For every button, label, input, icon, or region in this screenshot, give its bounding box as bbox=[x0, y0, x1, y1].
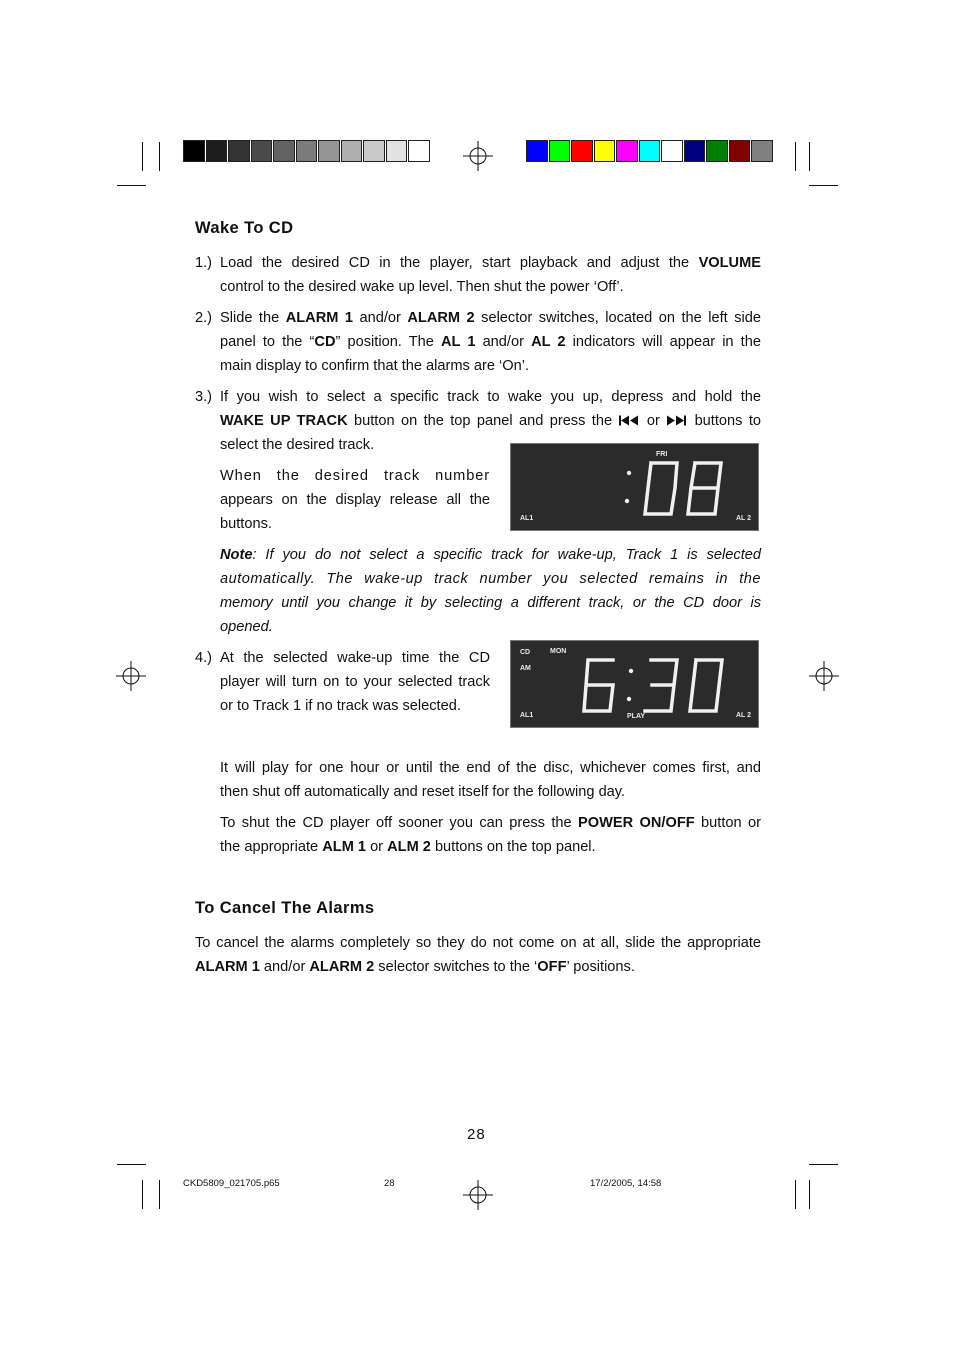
step-number: 1.) bbox=[195, 255, 213, 271]
calibration-swatch bbox=[684, 140, 706, 162]
note-paragraph: Note: If you do not select a specific track for wake-up, Track 1 is selected automatically. The wake-up track number you selected remains in the memory until you change it by selecting a different track, or the CD door is opened. bbox=[220, 547, 761, 635]
footer-filename: CKD5809_021705.p65 bbox=[183, 1178, 280, 1189]
al2-indicator: AL 2 bbox=[736, 515, 752, 522]
grayscale-calibration-bar bbox=[183, 140, 431, 162]
calibration-swatch bbox=[526, 140, 548, 162]
step-4-text: At the selected wake-up time the CD player will turn on to your selected track or to Track 1 if no track was selected. bbox=[220, 650, 490, 714]
calibration-swatch bbox=[751, 140, 773, 162]
calibration-swatch bbox=[386, 140, 408, 162]
calibration-swatch bbox=[296, 140, 318, 162]
step-number: 4.) bbox=[195, 650, 213, 666]
calibration-swatch bbox=[206, 140, 228, 162]
calibration-swatch bbox=[549, 140, 571, 162]
calibration-swatch bbox=[408, 140, 430, 162]
step-3-continuation: When the desired track number appears on the display release all the buttons. bbox=[220, 468, 490, 532]
registration-target-icon bbox=[463, 1180, 493, 1210]
calibration-swatch bbox=[318, 140, 340, 162]
play-duration-paragraph: It will play for one hour or until the end of the disc, whichever comes first, and then shut off automatically and reset itself for the following day. bbox=[220, 760, 761, 800]
skip-forward-icon bbox=[666, 415, 688, 426]
skip-back-icon bbox=[618, 415, 640, 426]
section-heading: Wake To CD bbox=[195, 219, 294, 237]
step-3-text: If you wish to select a specific track to wake you up, depress and hold the WAKE UP TRACK button on the top panel and press the or buttons to select the desired track. bbox=[220, 389, 761, 453]
play-indicator: PLAY bbox=[627, 713, 646, 720]
al2-indicator: AL 2 bbox=[736, 712, 752, 719]
shut-off-paragraph: To shut the CD player off sooner you can press the POWER ON/OFF button or the appropriate ALM 1 or ALM 2 buttons on the top panel. bbox=[220, 815, 761, 855]
step-2-text: Slide the ALARM 1 and/or ALARM 2 selector switches, located on the left side panel to the “CD” position. The AL 1 and/or AL 2 indicators will appear in the main display to confirm that the alarms are ‘On’. bbox=[220, 310, 761, 374]
step-number: 3.) bbox=[195, 389, 213, 405]
calibration-swatch bbox=[594, 140, 616, 162]
registration-target-icon bbox=[116, 661, 146, 691]
lcd-digits bbox=[511, 444, 760, 532]
am-indicator: AM bbox=[520, 665, 531, 672]
al1-indicator: AL1 bbox=[520, 712, 534, 719]
calibration-swatch bbox=[363, 140, 385, 162]
calibration-swatch bbox=[639, 140, 661, 162]
registration-target-icon bbox=[809, 661, 839, 691]
al1-indicator: AL1 bbox=[520, 515, 534, 522]
cancel-paragraph: To cancel the alarms completely so they do not come on at all, slide the appropriate ALARM 1 and/or ALARM 2 selector switches to the ‘OFF’ positions. bbox=[195, 935, 761, 975]
calibration-swatch bbox=[273, 140, 295, 162]
cd-indicator: CD bbox=[520, 649, 531, 656]
footer-page: 28 bbox=[384, 1178, 395, 1189]
section-heading: To Cancel The Alarms bbox=[195, 899, 375, 917]
step-1-text: Load the desired CD in the player, start playback and adjust the VOLUME control to the desired wake up level. Then shut the power ‘Off’. bbox=[220, 255, 761, 295]
day-indicator: MON bbox=[550, 648, 567, 655]
calibration-swatch bbox=[251, 140, 273, 162]
calibration-swatch bbox=[183, 140, 205, 162]
calibration-swatch bbox=[228, 140, 250, 162]
calibration-swatch bbox=[341, 140, 363, 162]
registration-target-icon bbox=[463, 141, 493, 171]
calibration-swatch bbox=[706, 140, 728, 162]
calibration-swatch bbox=[661, 140, 683, 162]
calibration-swatch bbox=[729, 140, 751, 162]
calibration-swatch bbox=[616, 140, 638, 162]
color-calibration-bar bbox=[526, 140, 774, 162]
footer-date: 17/2/2005, 14:58 bbox=[590, 1178, 662, 1189]
page-number: 28 bbox=[467, 1126, 486, 1143]
day-indicator: FRI bbox=[656, 451, 668, 458]
lcd-display-time bbox=[510, 640, 759, 728]
lcd-display-track bbox=[510, 443, 759, 531]
calibration-swatch bbox=[571, 140, 593, 162]
step-number: 2.) bbox=[195, 310, 213, 326]
